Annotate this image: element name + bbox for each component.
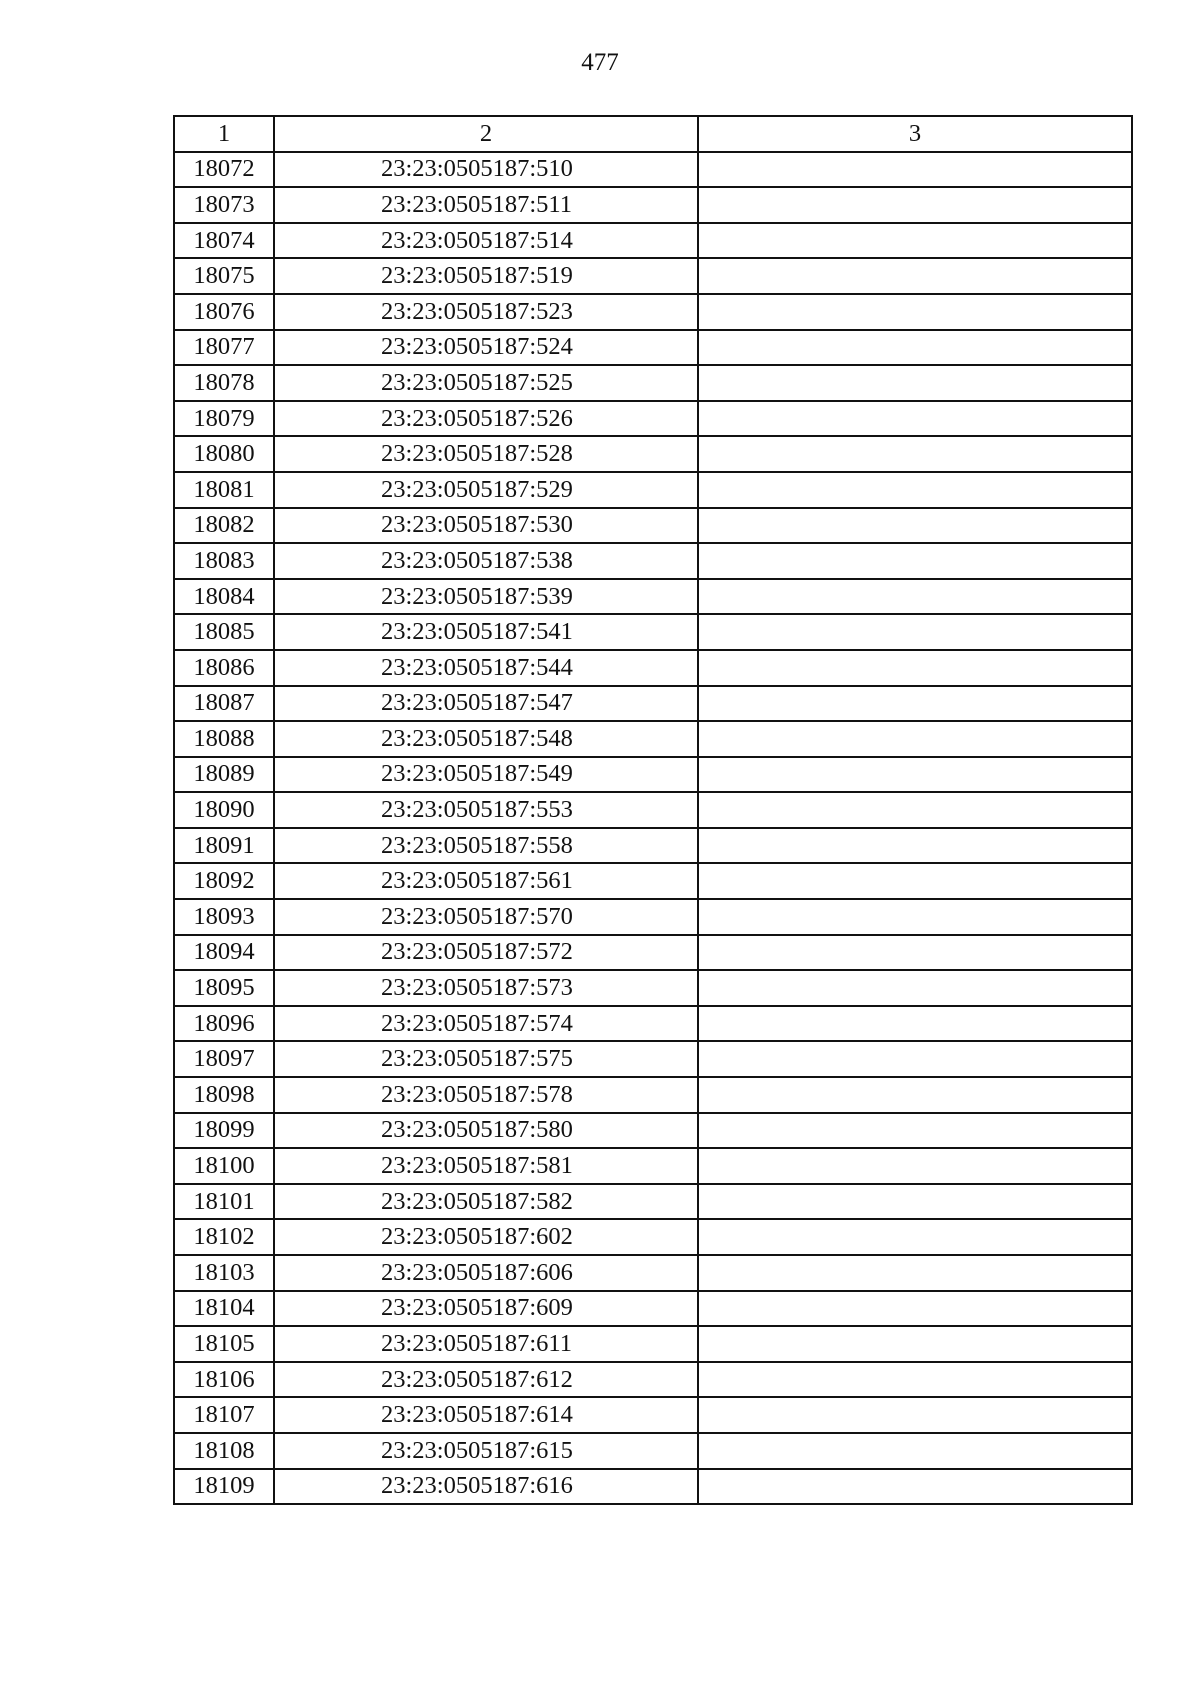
row-number-cell: 18106 [174, 1362, 274, 1398]
table-row [174, 650, 1132, 686]
note-cell [698, 935, 1132, 971]
note-cell [698, 1255, 1132, 1291]
cadastral-number-cell: 23:23:0505187:614 [274, 1397, 698, 1433]
cadastral-number-cell: 23:23:0505187:572 [274, 935, 698, 971]
row-number-cell: 18102 [174, 1219, 274, 1255]
note-cell [698, 1291, 1132, 1327]
table-row [174, 1326, 1132, 1362]
table-row [174, 686, 1132, 722]
table-row [174, 223, 1132, 259]
table-row [174, 543, 1132, 579]
cadastral-number-cell: 23:23:0505187:616 [274, 1469, 698, 1505]
table-header [174, 116, 1132, 152]
table-row [174, 899, 1132, 935]
table-row [174, 152, 1132, 188]
row-number-cell: 18101 [174, 1184, 274, 1220]
cadastral-number-cell: 23:23:0505187:523 [274, 294, 698, 330]
note-cell [698, 1362, 1132, 1398]
table-row [174, 187, 1132, 223]
cadastral-number-cell: 23:23:0505187:544 [274, 650, 698, 686]
row-number-cell: 18081 [174, 472, 274, 508]
note-cell [698, 579, 1132, 615]
cadastral-number-cell: 23:23:0505187:524 [274, 330, 698, 366]
note-cell [698, 1397, 1132, 1433]
cadastral-number-cell: 23:23:0505187:561 [274, 863, 698, 899]
row-number-cell: 18109 [174, 1469, 274, 1505]
table-row [174, 401, 1132, 437]
row-number-cell: 18084 [174, 579, 274, 615]
table-row [174, 1148, 1132, 1184]
note-cell [698, 401, 1132, 437]
note-cell [698, 294, 1132, 330]
table-row [174, 258, 1132, 294]
table-row [174, 970, 1132, 1006]
table-row [174, 828, 1132, 864]
cadastral-number-cell: 23:23:0505187:528 [274, 436, 698, 472]
table-row [174, 1184, 1132, 1220]
table-row [174, 935, 1132, 971]
row-number-cell: 18093 [174, 899, 274, 935]
note-cell [698, 472, 1132, 508]
row-number-cell: 18077 [174, 330, 274, 366]
row-number-cell: 18092 [174, 863, 274, 899]
cadastral-number-cell: 23:23:0505187:581 [274, 1148, 698, 1184]
table-row [174, 1041, 1132, 1077]
note-cell [698, 757, 1132, 793]
row-number-cell: 18087 [174, 686, 274, 722]
note-cell [698, 1184, 1132, 1220]
cadastral-number-cell: 23:23:0505187:570 [274, 899, 698, 935]
cadastral-number-cell: 23:23:0505187:611 [274, 1326, 698, 1362]
cadastral-number-cell: 23:23:0505187:514 [274, 223, 698, 259]
cadastral-table [173, 115, 1133, 1505]
row-number-cell: 18096 [174, 1006, 274, 1042]
table-row [174, 1219, 1132, 1255]
note-cell [698, 970, 1132, 1006]
cadastral-number-cell: 23:23:0505187:602 [274, 1219, 698, 1255]
table-row [174, 508, 1132, 544]
cadastral-number-cell: 23:23:0505187:558 [274, 828, 698, 864]
note-cell [698, 258, 1132, 294]
cadastral-number-cell: 23:23:0505187:519 [274, 258, 698, 294]
row-number-cell: 18083 [174, 543, 274, 579]
table-row [174, 1255, 1132, 1291]
row-number-cell: 18082 [174, 508, 274, 544]
column-header-3: 3 [698, 116, 1132, 152]
note-cell [698, 792, 1132, 828]
row-number-cell: 18104 [174, 1291, 274, 1327]
note-cell [698, 436, 1132, 472]
table-row [174, 1113, 1132, 1149]
row-number-cell: 18076 [174, 294, 274, 330]
note-cell [698, 614, 1132, 650]
table-row [174, 792, 1132, 828]
table-row [174, 863, 1132, 899]
note-cell [698, 1469, 1132, 1505]
note-cell [698, 863, 1132, 899]
cadastral-number-cell: 23:23:0505187:575 [274, 1041, 698, 1077]
table-row [174, 1291, 1132, 1327]
cadastral-number-cell: 23:23:0505187:574 [274, 1006, 698, 1042]
cadastral-number-cell: 23:23:0505187:529 [274, 472, 698, 508]
note-cell [698, 1113, 1132, 1149]
table-row [174, 472, 1132, 508]
note-cell [698, 1326, 1132, 1362]
row-number-cell: 18105 [174, 1326, 274, 1362]
cadastral-number-cell: 23:23:0505187:510 [274, 152, 698, 188]
row-number-cell: 18072 [174, 152, 274, 188]
row-number-cell: 18078 [174, 365, 274, 401]
note-cell [698, 828, 1132, 864]
header-row [174, 116, 1132, 152]
cadastral-number-cell: 23:23:0505187:580 [274, 1113, 698, 1149]
row-number-cell: 18094 [174, 935, 274, 971]
table-row [174, 365, 1132, 401]
cadastral-number-cell: 23:23:0505187:549 [274, 757, 698, 793]
cadastral-number-cell: 23:23:0505187:615 [274, 1433, 698, 1469]
table-row [174, 1006, 1132, 1042]
row-number-cell: 18073 [174, 187, 274, 223]
cadastral-number-cell: 23:23:0505187:530 [274, 508, 698, 544]
note-cell [698, 1219, 1132, 1255]
note-cell [698, 1077, 1132, 1113]
row-number-cell: 18088 [174, 721, 274, 757]
note-cell [698, 1006, 1132, 1042]
cadastral-number-cell: 23:23:0505187:548 [274, 721, 698, 757]
note-cell [698, 899, 1132, 935]
cadastral-number-cell: 23:23:0505187:538 [274, 543, 698, 579]
note-cell [698, 152, 1132, 188]
row-number-cell: 18074 [174, 223, 274, 259]
note-cell [698, 508, 1132, 544]
row-number-cell: 18086 [174, 650, 274, 686]
table-row [174, 1397, 1132, 1433]
row-number-cell: 18103 [174, 1255, 274, 1291]
note-cell [698, 543, 1132, 579]
row-number-cell: 18090 [174, 792, 274, 828]
column-header-2: 2 [274, 116, 698, 152]
note-cell [698, 330, 1132, 366]
table-row [174, 1077, 1132, 1113]
cadastral-number-cell: 23:23:0505187:539 [274, 579, 698, 615]
table-row [174, 1469, 1132, 1505]
table-body [174, 152, 1132, 1505]
note-cell [698, 365, 1132, 401]
note-cell [698, 223, 1132, 259]
row-number-cell: 18100 [174, 1148, 274, 1184]
table-row [174, 757, 1132, 793]
row-number-cell: 18085 [174, 614, 274, 650]
cadastral-number-cell: 23:23:0505187:553 [274, 792, 698, 828]
cadastral-number-cell: 23:23:0505187:612 [274, 1362, 698, 1398]
row-number-cell: 18079 [174, 401, 274, 437]
note-cell [698, 1433, 1132, 1469]
note-cell [698, 1148, 1132, 1184]
row-number-cell: 18080 [174, 436, 274, 472]
note-cell [698, 686, 1132, 722]
cadastral-number-cell: 23:23:0505187:511 [274, 187, 698, 223]
note-cell [698, 650, 1132, 686]
page-number: 477 [581, 49, 619, 76]
cadastral-number-cell: 23:23:0505187:582 [274, 1184, 698, 1220]
note-cell [698, 187, 1132, 223]
table-row [174, 579, 1132, 615]
row-number-cell: 18107 [174, 1397, 274, 1433]
row-number-cell: 18089 [174, 757, 274, 793]
table-row [174, 614, 1132, 650]
row-number-cell: 18099 [174, 1113, 274, 1149]
row-number-cell: 18075 [174, 258, 274, 294]
cadastral-number-cell: 23:23:0505187:606 [274, 1255, 698, 1291]
table-row [174, 330, 1132, 366]
column-header-1: 1 [174, 116, 274, 152]
cadastral-number-cell: 23:23:0505187:578 [274, 1077, 698, 1113]
cadastral-number-cell: 23:23:0505187:526 [274, 401, 698, 437]
cadastral-number-cell: 23:23:0505187:609 [274, 1291, 698, 1327]
cadastral-number-cell: 23:23:0505187:525 [274, 365, 698, 401]
row-number-cell: 18097 [174, 1041, 274, 1077]
table-row [174, 436, 1132, 472]
cadastral-number-cell: 23:23:0505187:541 [274, 614, 698, 650]
table-row [174, 1433, 1132, 1469]
row-number-cell: 18108 [174, 1433, 274, 1469]
note-cell [698, 721, 1132, 757]
table-row [174, 721, 1132, 757]
cadastral-number-cell: 23:23:0505187:573 [274, 970, 698, 1006]
row-number-cell: 18095 [174, 970, 274, 1006]
cadastral-number-cell: 23:23:0505187:547 [274, 686, 698, 722]
table-row [174, 1362, 1132, 1398]
note-cell [698, 1041, 1132, 1077]
row-number-cell: 18098 [174, 1077, 274, 1113]
row-number-cell: 18091 [174, 828, 274, 864]
table-row [174, 294, 1132, 330]
